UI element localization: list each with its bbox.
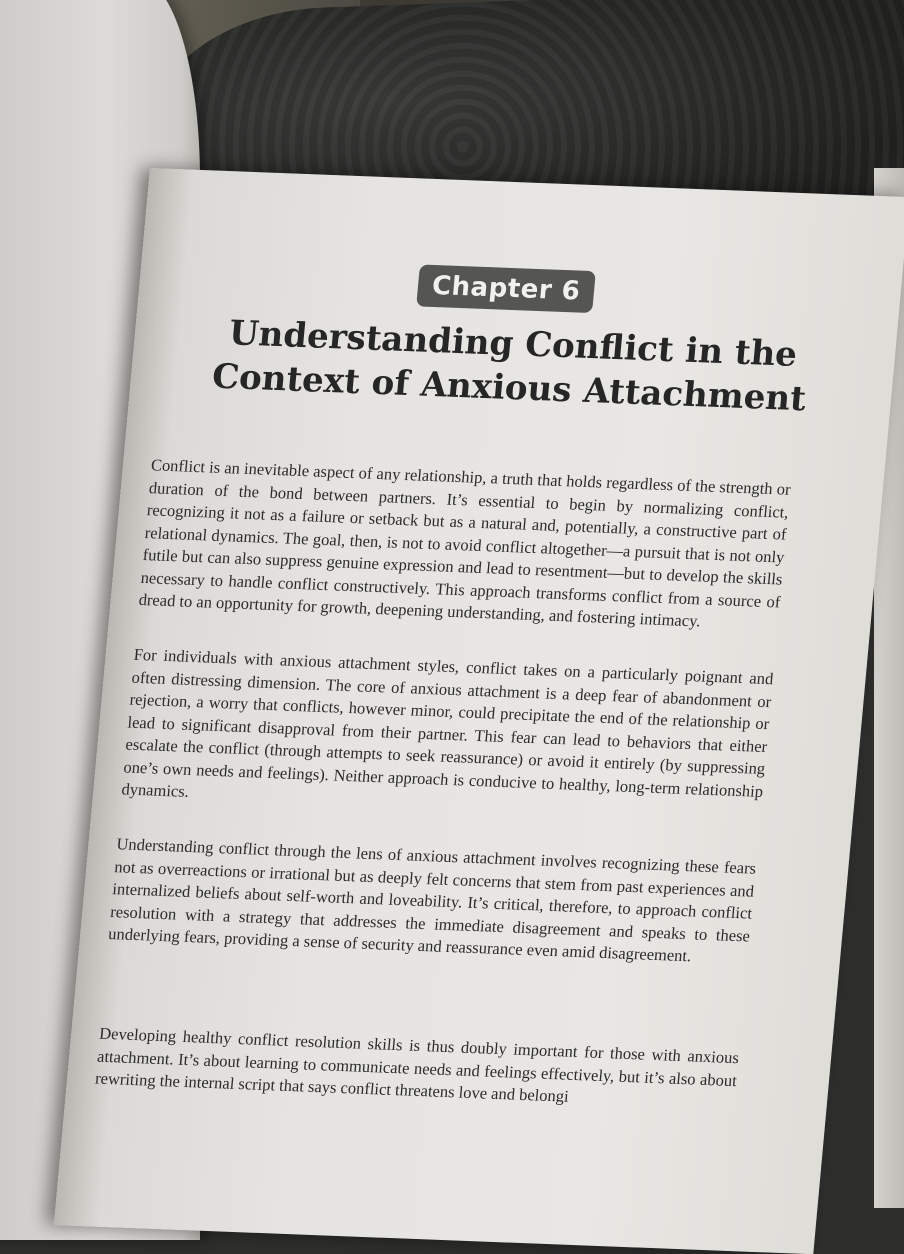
paragraph-2: For individuals with anxious attachment styles, conflict takes on a particularly poignant and often distressing dimension. The core of anxious attachment is a deep fear of abandonment or rejection, a worry that conflicts, however minor, could precipitate the end of the relationship or lead to significant disapproval from their partner. This fear can lead to behaviors that either escalate the conflict (through attempts to seek reassurance) or avoid it entirely (by suppressing one’s own needs and feelings). Neither approach is conducive to healthy, long-term relationship dynamics.: [120, 644, 775, 801]
paragraph-3: Understanding conflict through the lens of anxious attachment involves recognizing these fears not as overreactions or irrational but as deeply felt concerns that stem from past experiences and internalized beliefs about self-worth and loveability. It’s critical, therefore, to approach conflict resolution with a strategy that addresses the immediate disagreement and speaks to these underlying fears, providing a sense of security and reassurance even amid disagreement.: [107, 834, 757, 966]
paragraph-4: Developing healthy conflict resolution skills is thus doubly important for those with anxious attachment. It’s about learning to communicate needs and feelings effectively, but it’s also about rewriting the internal script that says conflict threatens love and belongi: [94, 1023, 740, 1106]
chapter-title: Understanding Conflict in the Context of Anxious Attachment: [210, 313, 808, 420]
chapter-label: Chapter 6: [416, 264, 596, 313]
paragraph-1: Conflict is an inevitable aspect of any relationship, a truth that holds regardless of the strength or duration of the bond between partners. It’s essential to begin by normalizing conflict, recognizing it not as a failure or setback but as a natural and, potentially, a constructive part of relational dynamics. The goal, then, is not to avoid conflict altogether—a pursuit that is not only futile but can also suppress genuine expression and lead to resentment—but to develop the skills necessary to handle conflict constructively. This approach transforms conflict from a source of dread to an opportunity for growth, deepening understanding, and fostering intimacy.: [137, 455, 792, 631]
book-page: [54, 168, 904, 1254]
